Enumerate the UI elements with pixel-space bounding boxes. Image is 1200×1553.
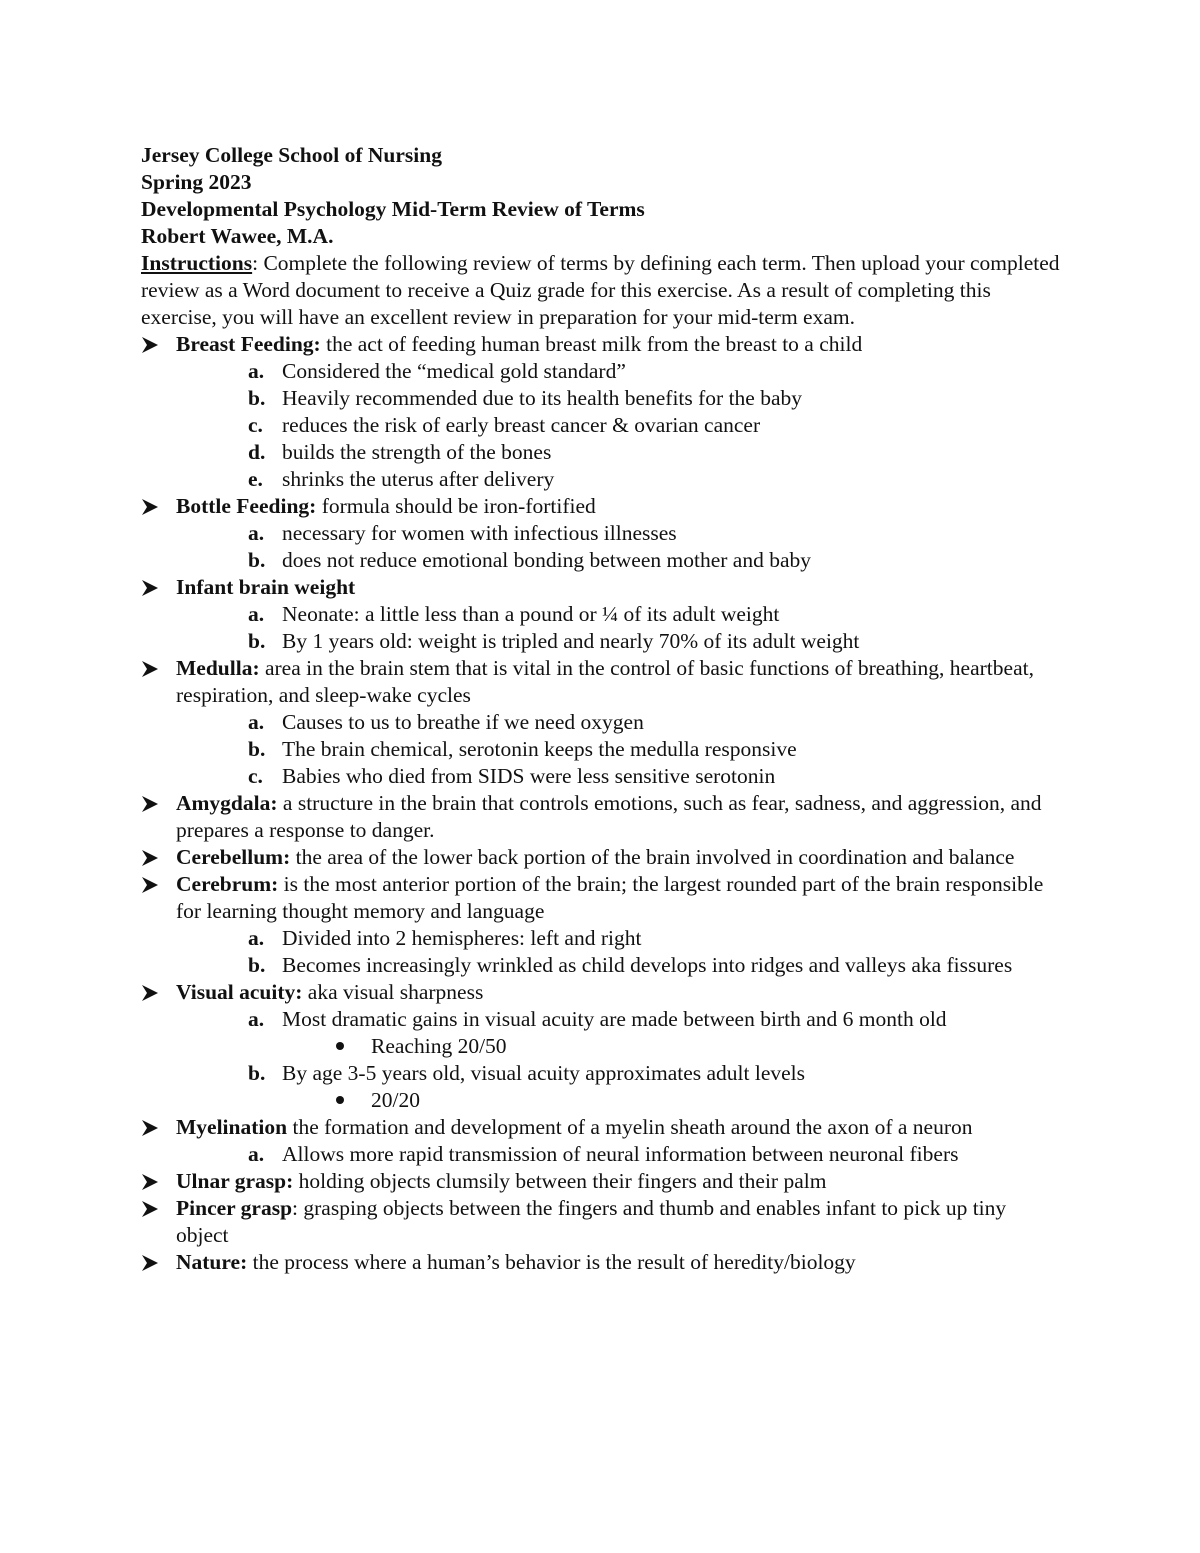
term-name: Breast Feeding: bbox=[176, 332, 321, 356]
term-definition: holding objects clumsily between their fingers and their palm bbox=[293, 1169, 827, 1193]
sub-item-text: reduces the risk of early breast cancer & ovarian cancer bbox=[282, 413, 761, 437]
sub-item-text: Divided into 2 hemispheres: left and right bbox=[282, 926, 642, 950]
sub-item bbox=[141, 385, 1061, 412]
term-definition: a structure in the brain that controls emotions, such as fear, sadness, and aggression, and prepares a response to danger. bbox=[176, 791, 1042, 842]
sub-item-letter: e. bbox=[248, 467, 263, 491]
term-entry bbox=[141, 790, 1061, 844]
sub-item-letter: c. bbox=[248, 764, 263, 788]
sub-item-letter: a. bbox=[248, 602, 265, 626]
term-name: Myelination bbox=[176, 1115, 288, 1139]
term-definition: area in the brain stem that is vital in the control of basic functions of breathing, heartbeat, respiration, and sleep-wake cycles bbox=[176, 656, 1034, 707]
sub-item bbox=[141, 358, 1061, 385]
sub-item-text: Most dramatic gains in visual acuity are made between birth and 6 month old bbox=[282, 1007, 947, 1031]
sub-item-text: Causes to us to breathe if we need oxygen bbox=[282, 710, 644, 734]
term-definition: formula should be iron-fortified bbox=[316, 494, 596, 518]
sub-item-letter: b. bbox=[248, 737, 266, 761]
sub-item-letter: b. bbox=[248, 629, 266, 653]
term-name: Visual acuity: bbox=[176, 980, 303, 1004]
term-entry bbox=[141, 655, 1061, 709]
semester: Spring 2023 bbox=[141, 170, 252, 194]
arrow-bullet-icon bbox=[141, 850, 159, 866]
arrow-bullet-icon bbox=[141, 1120, 159, 1136]
term-name: Cerebrum: bbox=[176, 872, 279, 896]
term-entry bbox=[141, 871, 1061, 925]
sub-item-letter: b. bbox=[248, 1061, 266, 1085]
sub-item-letter: a. bbox=[248, 1142, 265, 1166]
bullet-dot-icon bbox=[336, 1096, 344, 1104]
term-name: Amygdala: bbox=[176, 791, 278, 815]
term-name: Cerebellum: bbox=[176, 845, 291, 869]
sub-item bbox=[141, 952, 1061, 979]
sub-item bbox=[141, 466, 1061, 493]
sub-item-text: By 1 years old: weight is tripled and nearly 70% of its adult weight bbox=[282, 629, 860, 653]
term-entry bbox=[141, 1168, 1061, 1195]
arrow-bullet-icon bbox=[141, 796, 159, 812]
sub-item-text: necessary for women with infectious illnesses bbox=[282, 521, 677, 545]
instructions-paragraph bbox=[141, 250, 1061, 331]
sub-item bbox=[141, 439, 1061, 466]
term-entry bbox=[141, 844, 1061, 871]
sub-item-text: Considered the “medical gold standard” bbox=[282, 359, 626, 383]
term-name: Nature: bbox=[176, 1250, 248, 1274]
instructor-name: Robert Wawee, M.A. bbox=[141, 224, 334, 248]
sub-item-text: Babies who died from SIDS were less sensitive serotonin bbox=[282, 764, 776, 788]
sub-item-text: shrinks the uterus after delivery bbox=[282, 467, 555, 491]
sub-item bbox=[141, 547, 1061, 574]
sub-item-letter: c. bbox=[248, 413, 263, 437]
sub-item-text: The brain chemical, serotonin keeps the medulla responsive bbox=[282, 737, 797, 761]
term-entry bbox=[141, 331, 1061, 358]
sub-item bbox=[141, 628, 1061, 655]
sub-item bbox=[141, 412, 1061, 439]
sub-item-letter: b. bbox=[248, 386, 266, 410]
sub-item-letter: d. bbox=[248, 440, 266, 464]
term-entry bbox=[141, 1195, 1061, 1249]
arrow-bullet-icon bbox=[141, 1255, 159, 1271]
instructions-label: Instructions bbox=[141, 251, 253, 275]
arrow-bullet-icon bbox=[141, 1201, 159, 1217]
bullet-dot-icon bbox=[336, 1042, 344, 1050]
document-content bbox=[141, 142, 1061, 1276]
bullet-item bbox=[141, 1033, 1061, 1060]
sub-item-text: builds the strength of the bones bbox=[282, 440, 552, 464]
term-definition: : grasping objects between the fingers and thumb and enables infant to pick up tiny object bbox=[176, 1196, 1007, 1247]
term-entry bbox=[141, 979, 1061, 1006]
sub-item bbox=[141, 736, 1061, 763]
sub-item-letter: a. bbox=[248, 521, 265, 545]
arrow-bullet-icon bbox=[141, 1174, 159, 1190]
term-definition: is the most anterior portion of the brain; the largest rounded part of the brain responsible for learning thought memory and language bbox=[176, 872, 1044, 923]
sub-item bbox=[141, 1060, 1061, 1087]
term-name: Pincer grasp bbox=[176, 1196, 293, 1220]
sub-item bbox=[141, 601, 1061, 628]
term-definition: the act of feeding human breast milk from the breast to a child bbox=[320, 332, 863, 356]
sub-item-text: Becomes increasingly wrinkled as child develops into ridges and valleys aka fissures bbox=[282, 953, 1013, 977]
term-entry bbox=[141, 574, 1061, 601]
sub-item bbox=[141, 1006, 1061, 1033]
term-name: Bottle Feeding: bbox=[176, 494, 317, 518]
term-entry bbox=[141, 493, 1061, 520]
sub-item-letter: a. bbox=[248, 710, 265, 734]
sub-item bbox=[141, 709, 1061, 736]
sub-item bbox=[141, 925, 1061, 952]
term-definition: the area of the lower back portion of the brain involved in coordination and balance bbox=[290, 845, 1015, 869]
bullet-item bbox=[141, 1087, 1061, 1114]
arrow-bullet-icon bbox=[141, 499, 159, 515]
sub-item bbox=[141, 763, 1061, 790]
arrow-bullet-icon bbox=[141, 580, 159, 596]
sub-item-letter: a. bbox=[248, 1007, 265, 1031]
arrow-bullet-icon bbox=[141, 985, 159, 1001]
sub-item-letter: b. bbox=[248, 548, 266, 572]
sub-item-text: Heavily recommended due to its health benefits for the baby bbox=[282, 386, 803, 410]
term-entry bbox=[141, 1249, 1061, 1276]
instructions-text: : Complete the following review of terms by defining each term. Then upload your completed review as a Word document to receive a Quiz grade for this exercise. As a result of completing this exercise, you will have an excellent review in preparation for your mid-term exam. bbox=[141, 251, 1060, 329]
sub-item-text: By age 3-5 years old, visual acuity approximates adult levels bbox=[282, 1061, 806, 1085]
arrow-bullet-icon bbox=[141, 661, 159, 677]
document-title: Developmental Psychology Mid-Term Review of Terms bbox=[141, 197, 645, 221]
term-definition: aka visual sharpness bbox=[302, 980, 484, 1004]
sub-item bbox=[141, 520, 1061, 547]
term-definition: the formation and development of a myelin sheath around the axon of a neuron bbox=[287, 1115, 973, 1139]
sub-item-letter: a. bbox=[248, 359, 265, 383]
bullet-text: 20/20 bbox=[371, 1088, 420, 1112]
sub-item-letter: a. bbox=[248, 926, 265, 950]
bullet-text: Reaching 20/50 bbox=[371, 1034, 507, 1058]
sub-item-text: does not reduce emotional bonding between mother and baby bbox=[282, 548, 811, 572]
term-name: Infant brain weight bbox=[176, 575, 356, 599]
sub-item-text: Neonate: a little less than a pound or ¼ of its adult weight bbox=[282, 602, 780, 626]
arrow-bullet-icon bbox=[141, 337, 159, 353]
arrow-bullet-icon bbox=[141, 877, 159, 893]
term-definition: the process where a human’s behavior is the result of heredity/biology bbox=[247, 1250, 856, 1274]
sub-item-letter: b. bbox=[248, 953, 266, 977]
term-name: Medulla: bbox=[176, 656, 260, 680]
sub-item bbox=[141, 1141, 1061, 1168]
terms-list bbox=[141, 331, 1061, 1276]
term-name: Ulnar grasp: bbox=[176, 1169, 294, 1193]
school-name: Jersey College School of Nursing bbox=[141, 143, 442, 167]
sub-item-text: Allows more rapid transmission of neural information between neuronal fibers bbox=[282, 1142, 959, 1166]
term-entry bbox=[141, 1114, 1061, 1141]
